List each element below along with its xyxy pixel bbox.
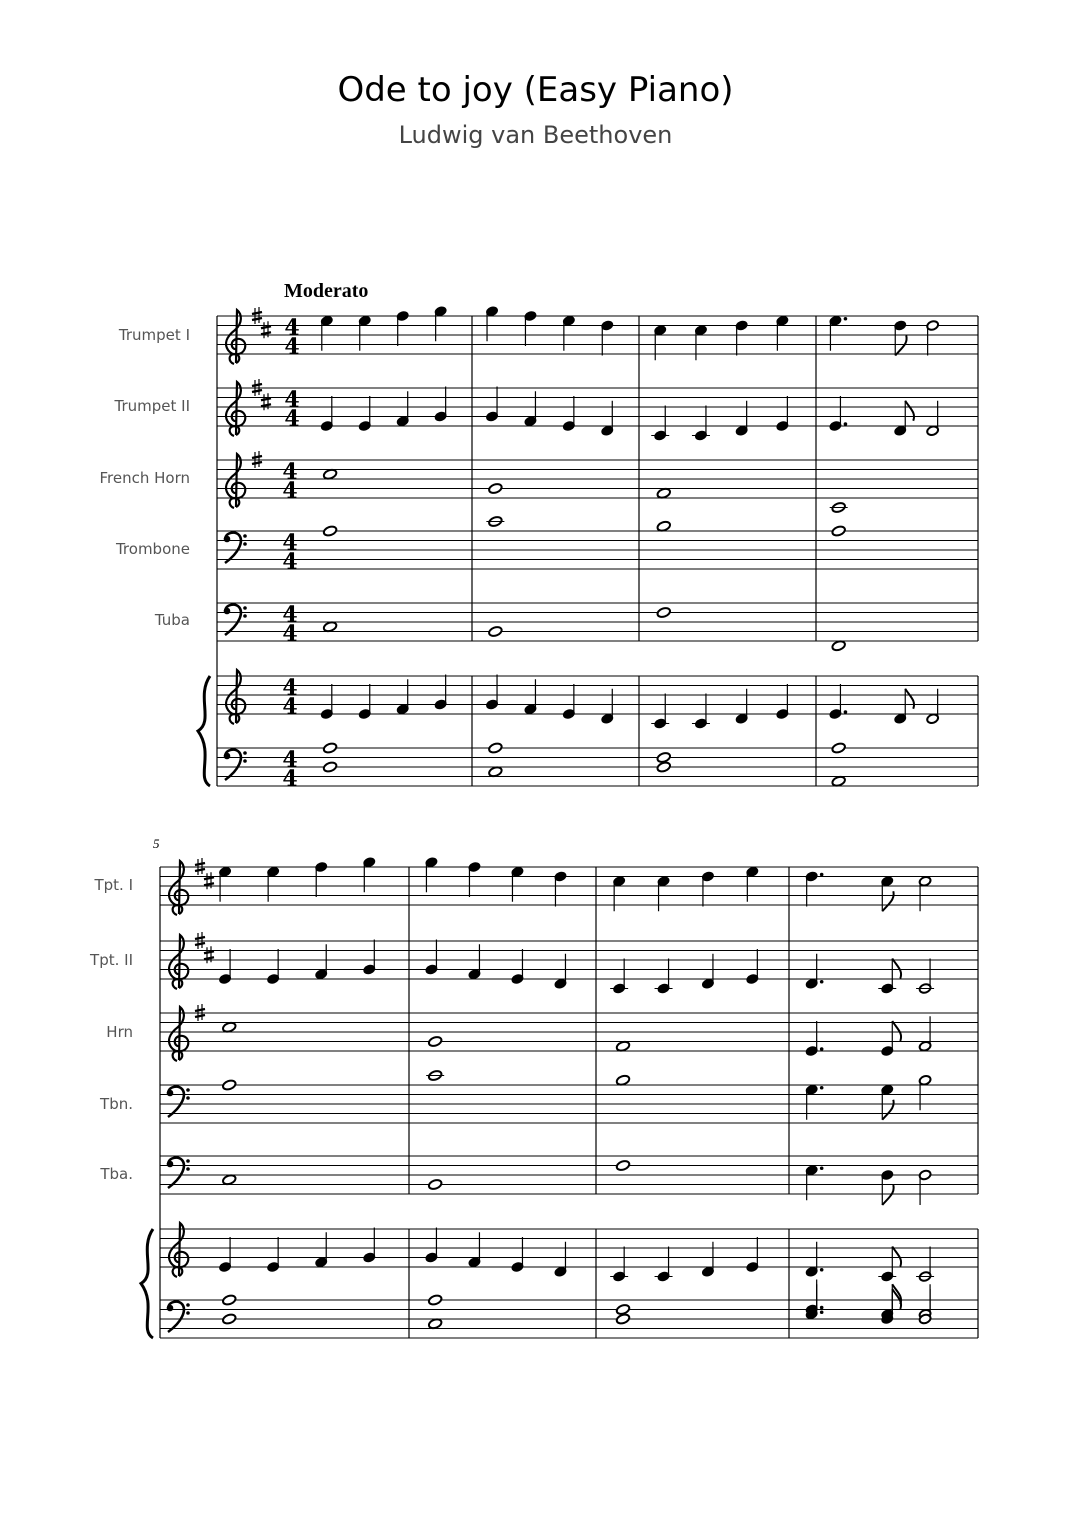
clef-dot <box>167 1305 174 1312</box>
note-dot <box>820 1306 824 1310</box>
clef-dot <box>186 1311 190 1315</box>
sharp-stroke <box>261 398 271 400</box>
sharp-stroke <box>252 318 262 320</box>
note-flag <box>882 891 893 911</box>
clef-dot <box>224 608 231 615</box>
notehead <box>323 525 338 537</box>
sharp-sign <box>261 321 271 338</box>
sharp-sign <box>261 393 271 410</box>
notehead <box>656 487 671 499</box>
notehead <box>222 1174 237 1186</box>
clef-stroke <box>169 935 188 988</box>
note-flag <box>895 336 906 356</box>
bass-clef <box>224 533 247 563</box>
note-dot <box>820 980 824 984</box>
clef-stroke <box>169 1223 188 1276</box>
instrument-label: Tpt. I <box>94 876 133 894</box>
clef-dot <box>243 614 247 618</box>
score-title: Ode to joy (Easy Piano) <box>337 70 734 110</box>
clef-stroke <box>230 426 240 436</box>
note-flag <box>892 959 901 979</box>
sharp-stroke <box>195 869 205 871</box>
time-signature-top: 4 <box>284 387 300 413</box>
treble-clef <box>226 454 245 508</box>
notehead <box>831 525 846 537</box>
time-signature-top: 4 <box>282 459 298 485</box>
treble-clef <box>226 382 245 436</box>
sharp-sign <box>204 946 214 963</box>
clef-dot <box>186 1096 190 1100</box>
clef-stroke <box>173 905 183 915</box>
notehead <box>656 761 671 773</box>
clef-dot <box>224 753 231 760</box>
note-flag <box>892 1021 901 1041</box>
clef-stroke <box>230 498 240 508</box>
sharp-stroke <box>195 863 205 865</box>
clef-stroke <box>226 382 245 435</box>
note-flag <box>882 1185 893 1205</box>
notehead <box>488 742 503 754</box>
notehead <box>831 640 846 652</box>
clef-stroke <box>230 354 240 364</box>
bass-clef <box>167 1158 190 1188</box>
clef-stroke <box>226 454 245 507</box>
note-dot <box>820 873 824 877</box>
notehead <box>831 742 846 754</box>
clef-dot <box>243 751 247 755</box>
note-dot <box>844 422 848 426</box>
sharp-stroke <box>252 462 262 464</box>
note-dot <box>820 1047 824 1051</box>
note-dot <box>820 1310 824 1314</box>
instrument-label: French Horn <box>99 469 190 487</box>
note-dot <box>820 1086 824 1090</box>
notehead <box>831 775 846 787</box>
sharp-stroke <box>252 312 262 314</box>
time-signature-bottom: 4 <box>282 694 298 720</box>
sharp-stroke <box>204 951 214 953</box>
note-dot <box>844 317 848 321</box>
piano-brace <box>141 1229 153 1338</box>
clef-stroke <box>173 1051 183 1061</box>
notehead <box>616 1313 631 1325</box>
notehead <box>488 626 503 638</box>
time-signature-bottom: 4 <box>282 766 298 792</box>
time-signature-top: 4 <box>282 602 298 628</box>
notehead <box>428 1318 443 1330</box>
composer: Ludwig van Beethoven <box>398 121 673 149</box>
treble-clef <box>169 861 188 915</box>
notehead <box>656 752 671 764</box>
time-signature-top: 4 <box>282 675 298 701</box>
measure-number: 5 <box>153 836 160 851</box>
note-flag <box>882 1100 893 1120</box>
note-flag <box>905 689 914 709</box>
notehead <box>616 1074 631 1086</box>
sharp-stroke <box>252 390 262 392</box>
clef-stroke <box>173 1267 183 1277</box>
instrument-label: Tbn. <box>100 1095 133 1113</box>
piano-brace <box>198 676 210 786</box>
notehead <box>428 1036 443 1048</box>
time-signature-bottom: 4 <box>284 334 300 360</box>
clef-dot <box>186 1088 190 1092</box>
sharp-stroke <box>195 1009 205 1011</box>
clef-dot <box>243 759 247 763</box>
sharp-stroke <box>252 384 262 386</box>
clef-dot <box>186 1303 190 1307</box>
notehead <box>323 761 338 773</box>
notehead <box>656 520 671 532</box>
clef-stroke <box>230 714 240 724</box>
notehead <box>323 742 338 754</box>
note-dot <box>844 710 848 714</box>
clef-dot <box>224 536 231 543</box>
treble-clef <box>226 310 245 364</box>
note-flag <box>892 1247 901 1267</box>
clef-dot <box>167 1161 174 1168</box>
time-signature-top: 4 <box>282 530 298 556</box>
sharp-sign <box>204 872 214 889</box>
time-signature-bottom: 4 <box>282 478 298 504</box>
instrument-label: Tpt. II <box>90 951 133 969</box>
treble-clef <box>169 935 188 989</box>
instrument-label: Hrn <box>106 1023 133 1041</box>
bass-clef <box>224 605 247 635</box>
note-dot <box>820 1268 824 1272</box>
tempo-marking: Moderato <box>284 280 369 302</box>
note-flag <box>905 401 914 421</box>
sharp-stroke <box>261 332 271 334</box>
instrument-label: Trombone <box>115 540 190 558</box>
sharp-stroke <box>204 877 214 879</box>
sharp-stroke <box>204 883 214 885</box>
instrument-label: Tuba <box>154 611 190 629</box>
sharp-stroke <box>252 456 262 458</box>
sharp-stroke <box>204 957 214 959</box>
clef-dot <box>243 606 247 610</box>
instrument-label: Tba. <box>100 1165 133 1183</box>
notehead <box>222 1079 237 1091</box>
clef-stroke <box>226 310 245 363</box>
notehead <box>323 621 338 633</box>
treble-clef <box>169 1007 188 1061</box>
clef-dot <box>243 542 247 546</box>
bass-clef <box>167 1302 190 1332</box>
instrument-label: Trumpet II <box>114 397 190 415</box>
sharp-stroke <box>261 326 271 328</box>
notehead <box>222 1313 237 1325</box>
notehead <box>428 1179 443 1191</box>
instrument-label: Trumpet I <box>118 326 190 344</box>
notehead <box>323 468 338 480</box>
notehead <box>616 1304 631 1316</box>
notehead <box>616 1040 631 1052</box>
time-signature-top: 4 <box>284 315 300 341</box>
time-signature-bottom: 4 <box>282 549 298 575</box>
time-signature-bottom: 4 <box>282 621 298 647</box>
clef-dot <box>243 534 247 538</box>
time-signature-top: 4 <box>282 747 298 773</box>
clef-stroke <box>226 670 245 723</box>
notehead <box>488 766 503 778</box>
clef-dot <box>186 1167 190 1171</box>
sharp-stroke <box>195 1015 205 1017</box>
notehead <box>222 1294 237 1306</box>
clef-stroke <box>173 979 183 989</box>
clef-stroke <box>169 1007 188 1060</box>
notehead <box>488 483 503 495</box>
clef-dot <box>186 1159 190 1163</box>
bass-clef <box>224 750 247 780</box>
bass-clef <box>167 1087 190 1117</box>
notehead <box>616 1160 631 1172</box>
time-signature-bottom: 4 <box>284 406 300 432</box>
notehead <box>222 1021 237 1033</box>
treble-clef <box>169 1223 188 1277</box>
treble-clef <box>226 670 245 724</box>
sharp-stroke <box>195 937 205 939</box>
clef-dot <box>167 1090 174 1097</box>
sharp-stroke <box>195 943 205 945</box>
clef-stroke <box>169 861 188 914</box>
notehead <box>428 1294 443 1306</box>
note-dot <box>820 1166 824 1170</box>
notehead <box>656 607 671 619</box>
sharp-stroke <box>261 404 271 406</box>
